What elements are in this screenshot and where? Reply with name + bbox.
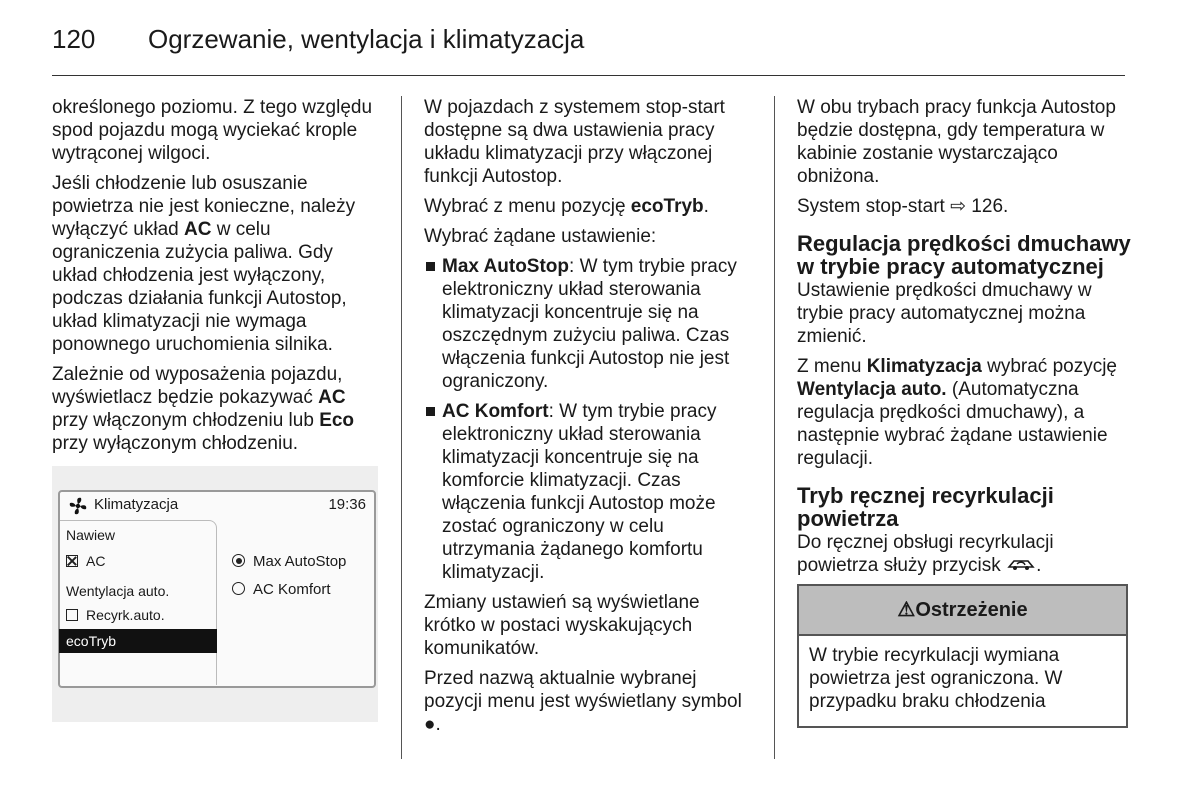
paragraph: Zmiany ustawień są wyświetlane krótko w postaci wyskakujących komunikatów. [424,592,700,659]
display-screen [58,490,376,688]
paragraph: Wybrać z menu pozycję ecoTryb. [424,196,709,217]
checkbox-empty-icon [66,609,78,621]
column-divider-1 [401,96,402,759]
option-ac-komfort[interactable]: AC Komfort [232,578,331,602]
screen-topbar [60,492,374,518]
menu-item-ecotryb[interactable]: ecoTryb [59,629,217,653]
header-divider [52,75,1125,76]
page-header [52,24,1125,72]
column-1 [52,96,382,462]
checkbox-checked-icon [66,555,78,567]
paragraph: W pojazdach z systemem stop-start dostępne są dwa ustawienia pracy układu klimatyzacji przy włączonej funkcji Autostop. [424,97,725,187]
paragraph: Ustawienie prędkości dmuchawy w trybie pracy automatycznej można zmienić. [797,280,1092,347]
list-item: AC Komfort: W tym trybie pracy elektroniczny układ sterowania klimatyzacji koncentruje się na komforcie klimatyzacji. Czas włączenia funkcji Autostop może zostać ograniczony w celu utrzymania żądanego komfortu klimatyzacji. [424,400,754,584]
paragraph: Z menu Klimatyzacja wybrać pozycję Wentylacja auto. (Automatyczna regulacja prędkości dmuchawy), a następnie wybrać żądane ustawienie regulacji. [797,356,1117,469]
menu-item-ac[interactable]: AC [66,549,105,573]
paragraph: Wybrać żądane ustawienie: [424,226,657,247]
chapter-title: Ogrzewanie, wentylacja i klimatyzacja [148,24,585,54]
paragraph: Jeśli chłodzenie lub osuszanie powietrza nie jest konieczne, należy wyłączyć układ AC w celu ograniczenia zużycia paliwa. Gdy układ chłodzenia jest wyłączony, podczas działania funkcji Autostop, układ klimatyzacji nie wymaga ponownego uruchomienia silnika. [52,173,356,355]
warning-header [799,586,1126,636]
list-item: Max AutoStop: W tym trybie pracy elektroniczny układ sterowania klimatyzacji koncentruje się na oszczędnym zużyciu paliwa. Czas włączenia funkcji Autostop nie jest ograniczony. [424,255,754,393]
paragraph: W obu trybach pracy funkcja Autostop będzie dostępna, gdy temperatura w kabinie zostanie wystarczająco obniżona. [797,97,1116,187]
paragraph: określonego poziomu. Z tego względu spod pojazdu mogą wyciekać krople wytrąconej wilgoci. [52,97,373,164]
page-number: 120 [52,24,96,54]
display-figure [52,466,378,722]
page-reference-arrow-icon: ⇨ [950,196,967,217]
recirculation-icon [1006,557,1036,571]
screen-clock: 19:36 [328,496,366,513]
menu-panel [60,520,217,685]
section-heading: Tryb ręcznej recyrkulacji powietrza [797,483,1054,531]
radio-selected-icon [232,554,245,567]
warning-title: Ostrzeżenie [915,599,1028,621]
radio-empty-icon [232,582,245,595]
menu-item-wentylacja-auto[interactable]: Wentylacja auto. [66,583,170,599]
paragraph: Zależnie od wyposażenia pojazdu, wyświetlacz będzie pokazywać AC przy włączonym chłodzeniu lub Eco przy wyłączonym chłodzeniu. [52,364,355,454]
column-divider-2 [774,96,775,759]
warning-text: W trybie recyrkulacji wymiana powietrza jest ograniczona. W przypadku braku chłodzenia [809,645,1063,712]
column-3 [797,96,1132,728]
warning-triangle-icon: ⚠ [897,599,916,621]
bullet-square-icon [426,262,435,271]
menu-item-nawiew[interactable]: Nawiew [66,527,116,543]
column-2 [424,96,754,743]
screen-title: Klimatyzacja [94,496,179,513]
paragraph: Przed nazwą aktualnie wybranej pozycji menu jest wyświetlany symbol ●. [424,668,742,735]
warning-box [797,584,1128,728]
selected-dot-icon: ● [424,714,436,735]
section-heading: Regulacja prędkości dmuchawy w trybie pracy automatycznej [797,231,1131,279]
paragraph: Do ręcznej obsługi recyrkulacji powietrza służy przycisk . [797,532,1054,576]
option-max-autostop[interactable]: Max AutoStop [232,550,346,574]
menu-item-recyrk-auto[interactable]: Recyrk.auto. [66,603,165,627]
bullet-list [424,255,754,584]
paragraph: System stop-start ⇨ 126. [797,196,1009,217]
fan-icon [68,496,88,516]
bullet-square-icon [426,407,435,416]
